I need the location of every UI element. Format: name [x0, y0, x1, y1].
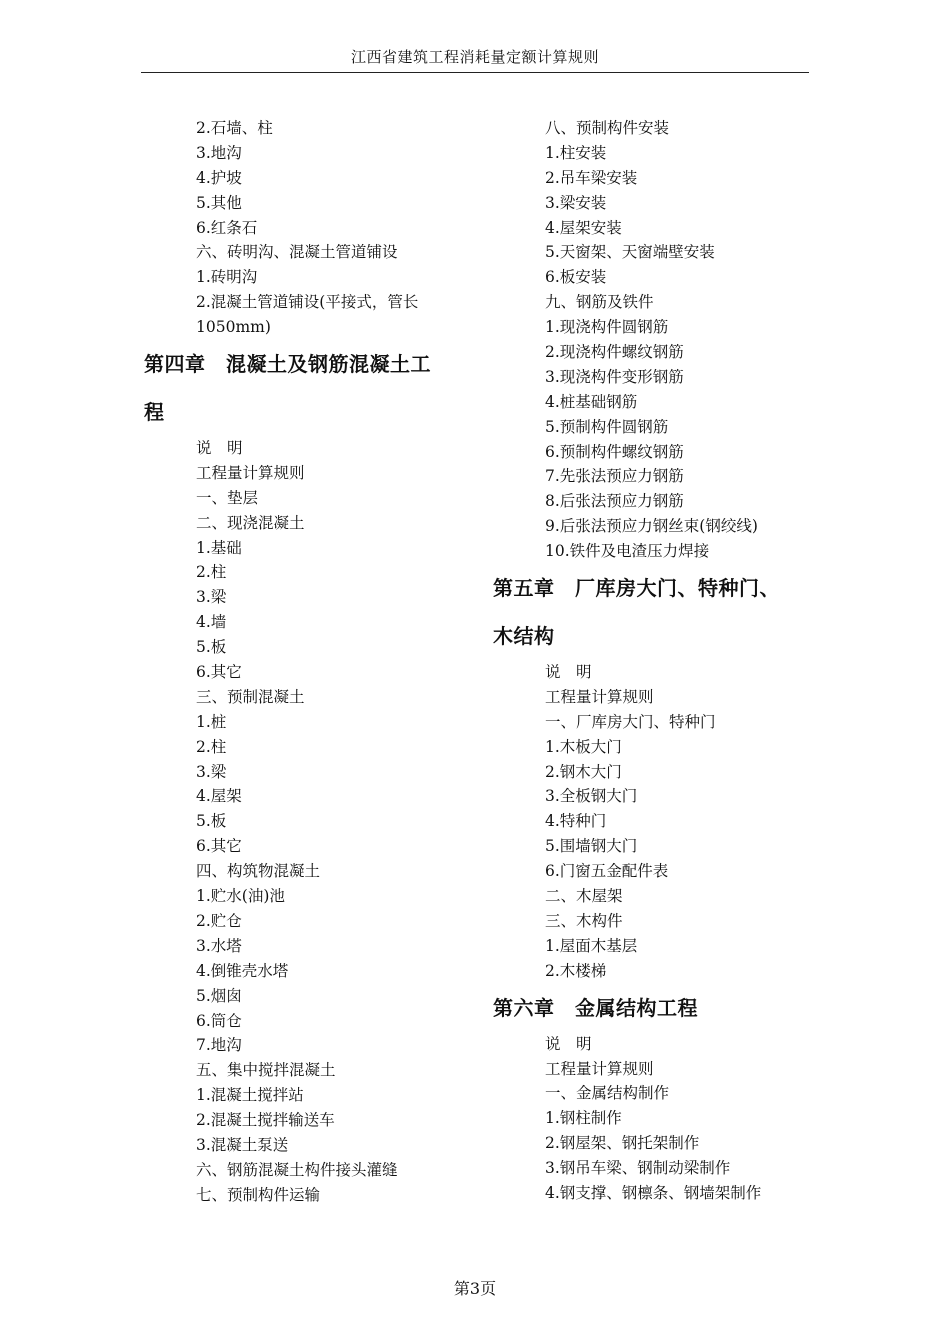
toc-entry: 5.板 — [196, 812, 227, 831]
chapter-heading: 第五章 厂库房大门、特种门、 — [493, 576, 780, 601]
toc-entry: 工程量计算规则 — [545, 1059, 654, 1078]
toc-entry: 一、金属结构制作 — [545, 1084, 670, 1103]
toc-entry: 二、木屋架 — [545, 887, 623, 906]
toc-entry: 3.混凝土泵送 — [196, 1135, 289, 1154]
toc-entry: 5.其他 — [196, 193, 242, 212]
toc-entry: 4.特种门 — [545, 812, 607, 831]
toc-entry: 5.烟囱 — [196, 986, 242, 1005]
toc-entry: 3.全板钢大门 — [545, 787, 638, 806]
toc-entry: 6.其它 — [196, 663, 242, 682]
toc-entry: 三、木构件 — [545, 911, 623, 930]
toc-entry: 5.围墙钢大门 — [545, 837, 638, 856]
toc-entry: 1.混凝土搅拌站 — [196, 1086, 304, 1105]
toc-entry: 1.基础 — [196, 538, 242, 557]
toc-entry: 工程量计算规则 — [545, 687, 654, 706]
toc-entry: 七、预制构件运输 — [196, 1185, 321, 1204]
toc-entry: 4.墙 — [196, 613, 227, 632]
toc-entry: 九、钢筋及铁件 — [545, 293, 654, 312]
toc-entry: 2.钢木大门 — [545, 762, 622, 781]
toc-entry: 7.地沟 — [196, 1036, 242, 1055]
toc-entry: 二、现浇混凝土 — [196, 513, 305, 532]
toc-entry: 6.其它 — [196, 837, 242, 856]
toc-entry: 1.木板大门 — [545, 737, 622, 756]
toc-entry: 3.地沟 — [196, 143, 242, 162]
chapter-heading: 程 — [144, 400, 165, 425]
toc-entry: 4.护坡 — [196, 168, 242, 187]
toc-entry: 2.柱 — [196, 563, 227, 582]
toc-entry: 一、厂库房大门、特种门 — [545, 712, 716, 731]
chapter-heading: 第四章 混凝土及钢筋混凝土工 — [144, 352, 431, 377]
toc-entry: 6.板安装 — [545, 268, 607, 287]
toc-entry: 10.铁件及电渣压力焊接 — [545, 542, 710, 561]
toc-entry: 2.柱 — [196, 737, 227, 756]
page-number: 第3页 — [453, 1279, 497, 1298]
page-header-title: 江西省建筑工程消耗量定额计算规则 — [350, 48, 599, 66]
toc-entry: 2.贮仓 — [196, 911, 242, 930]
toc-entry: 3.现浇构件变形钢筋 — [545, 367, 684, 386]
toc-entry: 一、垫层 — [196, 488, 259, 507]
toc-left-column — [144, 116, 484, 1208]
toc-entry: 六、钢筋混凝土构件接头灌缝 — [196, 1160, 398, 1179]
toc-entry: 5.板 — [196, 638, 227, 657]
toc-entry: 2.木楼梯 — [545, 961, 607, 980]
chapter-heading: 木结构 — [493, 624, 555, 649]
toc-entry: 1.钢柱制作 — [545, 1109, 622, 1128]
toc-entry: 2.混凝土管道铺设(平接式，管长 — [196, 293, 419, 312]
toc-entry: 8.后张法预应力钢筋 — [545, 492, 684, 511]
toc-entry: 1050mm) — [196, 318, 271, 337]
toc-entry: 2.混凝土搅拌输送车 — [196, 1111, 335, 1130]
toc-entry: 3.梁 — [196, 762, 227, 781]
toc-entry: 说 明 — [545, 1034, 592, 1053]
header-divider — [141, 72, 809, 73]
toc-entry: 2.石墙、柱 — [196, 119, 273, 137]
toc-entry: 1.贮水(油)池 — [196, 887, 285, 906]
toc-entry: 六、砖明沟、混凝土管道铺设 — [196, 243, 398, 262]
toc-entry: 1.柱安装 — [545, 143, 607, 162]
toc-entry: 3.钢吊车梁、钢制动梁制作 — [545, 1159, 731, 1178]
toc-entry: 9.后张法预应力钢丝束(钢绞线) — [545, 517, 758, 536]
toc-entry: 1.桩 — [196, 712, 227, 731]
toc-entry: 2.现浇构件螺纹钢筋 — [545, 343, 684, 362]
toc-entry: 1.砖明沟 — [196, 268, 258, 287]
toc-entry: 3.水塔 — [196, 936, 242, 955]
toc-entry: 6.预制构件螺纹钢筋 — [545, 442, 684, 461]
toc-entry: 2.吊车梁安装 — [545, 168, 638, 187]
toc-entry: 五、集中搅拌混凝土 — [196, 1061, 336, 1080]
toc-entry: 7.先张法预应力钢筋 — [545, 467, 684, 486]
toc-entry: 三、预制混凝土 — [196, 687, 305, 706]
toc-entry: 2.钢屋架、钢托架制作 — [545, 1134, 700, 1153]
toc-entry: 4.钢支撑、钢檩条、钢墙架制作 — [545, 1183, 762, 1202]
toc-entry: 1.屋面木基层 — [545, 936, 638, 955]
toc-entry: 6.筒仓 — [196, 1011, 242, 1030]
toc-entry: 4.屋架 — [196, 787, 242, 806]
toc-entry: 6.红条石 — [196, 218, 258, 237]
toc-entry: 3.梁安装 — [545, 193, 607, 212]
toc-entry: 1.现浇构件圆钢筋 — [545, 318, 669, 337]
chapter-heading: 第六章 金属结构工程 — [493, 995, 698, 1020]
toc-entry: 八、预制构件安装 — [545, 119, 670, 137]
toc-entry: 四、构筑物混凝土 — [196, 862, 321, 881]
toc-entry: 4.倒锥壳水塔 — [196, 961, 289, 980]
toc-right-column — [493, 116, 823, 1206]
toc-entry: 5.预制构件圆钢筋 — [545, 417, 669, 436]
toc-entry: 3.梁 — [196, 588, 227, 607]
toc-entry: 4.桩基础钢筋 — [545, 392, 638, 411]
toc-entry: 4.屋架安装 — [545, 218, 622, 237]
toc-entry: 6.门窗五金配件表 — [545, 862, 669, 881]
toc-entry: 说 明 — [196, 439, 243, 458]
toc-entry: 说 明 — [545, 663, 592, 682]
toc-entry: 5.天窗架、天窗端壁安装 — [545, 243, 715, 262]
toc-entry: 工程量计算规则 — [196, 463, 305, 482]
